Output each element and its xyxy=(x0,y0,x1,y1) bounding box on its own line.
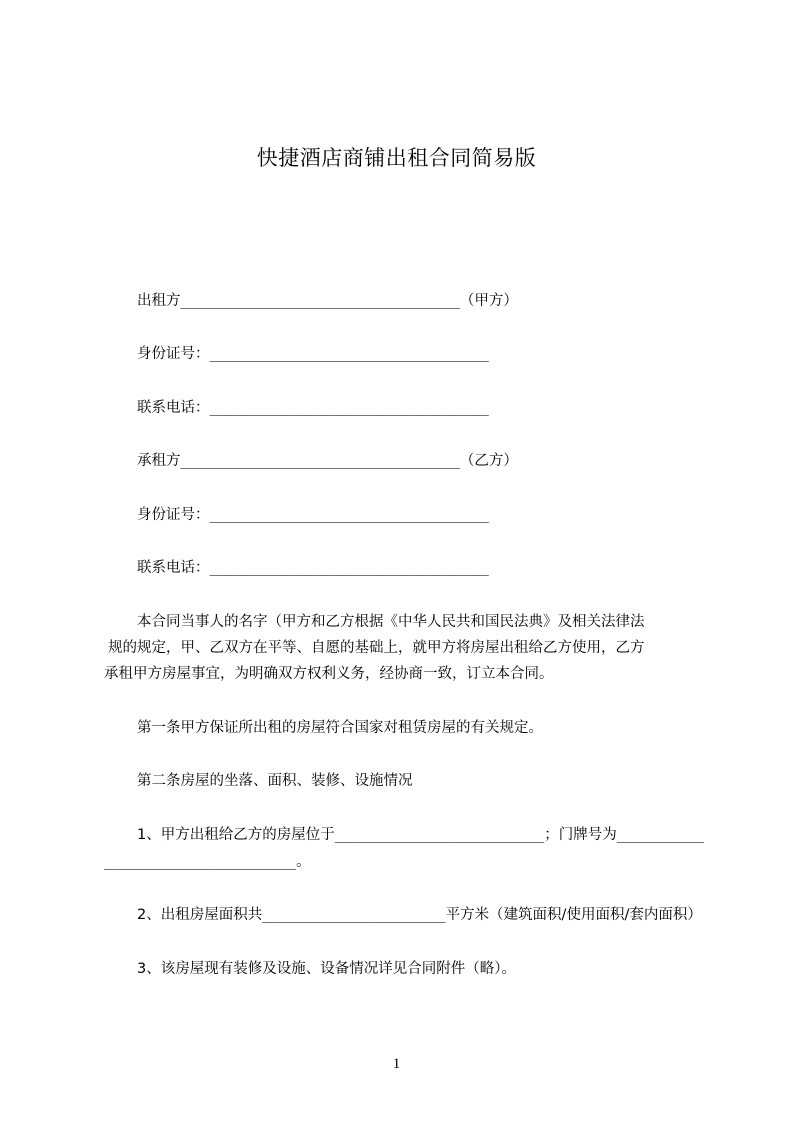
lessee-line xyxy=(137,450,518,472)
item-1-line-2 xyxy=(104,851,311,873)
item-1-number-blank: __________ xyxy=(616,827,705,843)
lessor-id-line xyxy=(137,343,489,365)
lessee-phone-line xyxy=(137,557,489,579)
item-2-suffix: 平方米（建筑面积/使用面积/套内面积） xyxy=(445,907,702,923)
item-1-middle: ；门牌号为 xyxy=(544,827,617,843)
preamble-line-2: 规的规定，甲、乙双方在平等、自愿的基础上，就甲方将房屋出租给乙方使用，乙方 xyxy=(108,640,645,656)
lessor-id-label: 身份证号： xyxy=(137,346,210,362)
lessee-blank: ________________________________ xyxy=(180,453,460,469)
lessee-phone-label: 联系电话： xyxy=(137,560,210,576)
item-2-prefix: 2、出租房屋面积共 xyxy=(137,907,263,923)
item-1-location-blank: ________________________ xyxy=(334,827,545,843)
lessor-phone-label: 联系电话： xyxy=(137,400,210,416)
document-title: 快捷酒店商铺出租合同简易版 xyxy=(256,146,537,170)
lessor-label: 出租方 xyxy=(137,293,181,309)
article-2: 第二条房屋的坐落、面积、装修、设施情况 xyxy=(137,773,413,789)
item-2-line xyxy=(137,904,702,926)
lessee-id-blank: ________________________________ xyxy=(209,507,489,523)
item-1-end: 。 xyxy=(296,854,311,870)
lessee-phone-blank: ________________________________ xyxy=(209,560,489,576)
lessor-blank: ________________________________ xyxy=(180,293,460,309)
preamble-line-1: 本合同当事人的名字（甲方和乙方根据《中华人民共和国民法典》及相关法律法 xyxy=(137,614,645,630)
lessee-suffix: （乙方） xyxy=(459,453,518,469)
article-1: 第一条甲方保证所出租的房屋符合国家对租赁房屋的有关规定。 xyxy=(137,720,543,736)
item-3-line: 3、该房屋现有装修及设施、设备情况详见合同附件（略）。 xyxy=(137,961,516,977)
lessor-suffix: （甲方） xyxy=(459,293,518,309)
item-2-area-blank: _____________________ xyxy=(262,907,446,923)
item-1-line-1 xyxy=(137,824,704,846)
item-1-prefix: 1、甲方出租给乙方的房屋位于 xyxy=(137,827,335,843)
lessee-id-line xyxy=(137,504,489,526)
lessor-line xyxy=(137,290,518,312)
lessee-label: 承租方 xyxy=(137,453,181,469)
lessee-id-label: 身份证号： xyxy=(137,507,210,523)
page-number: 1 xyxy=(392,1056,401,1072)
lessor-phone-line xyxy=(137,397,489,419)
lessor-phone-blank: ________________________________ xyxy=(209,400,489,416)
lessor-id-blank: ________________________________ xyxy=(209,346,489,362)
item-1-number-blank-cont: ______________________ xyxy=(104,854,297,870)
preamble-line-3: 承租甲方房屋事宜，为明确双方权利义务，经协商一致，订立本合同。 xyxy=(104,666,554,682)
